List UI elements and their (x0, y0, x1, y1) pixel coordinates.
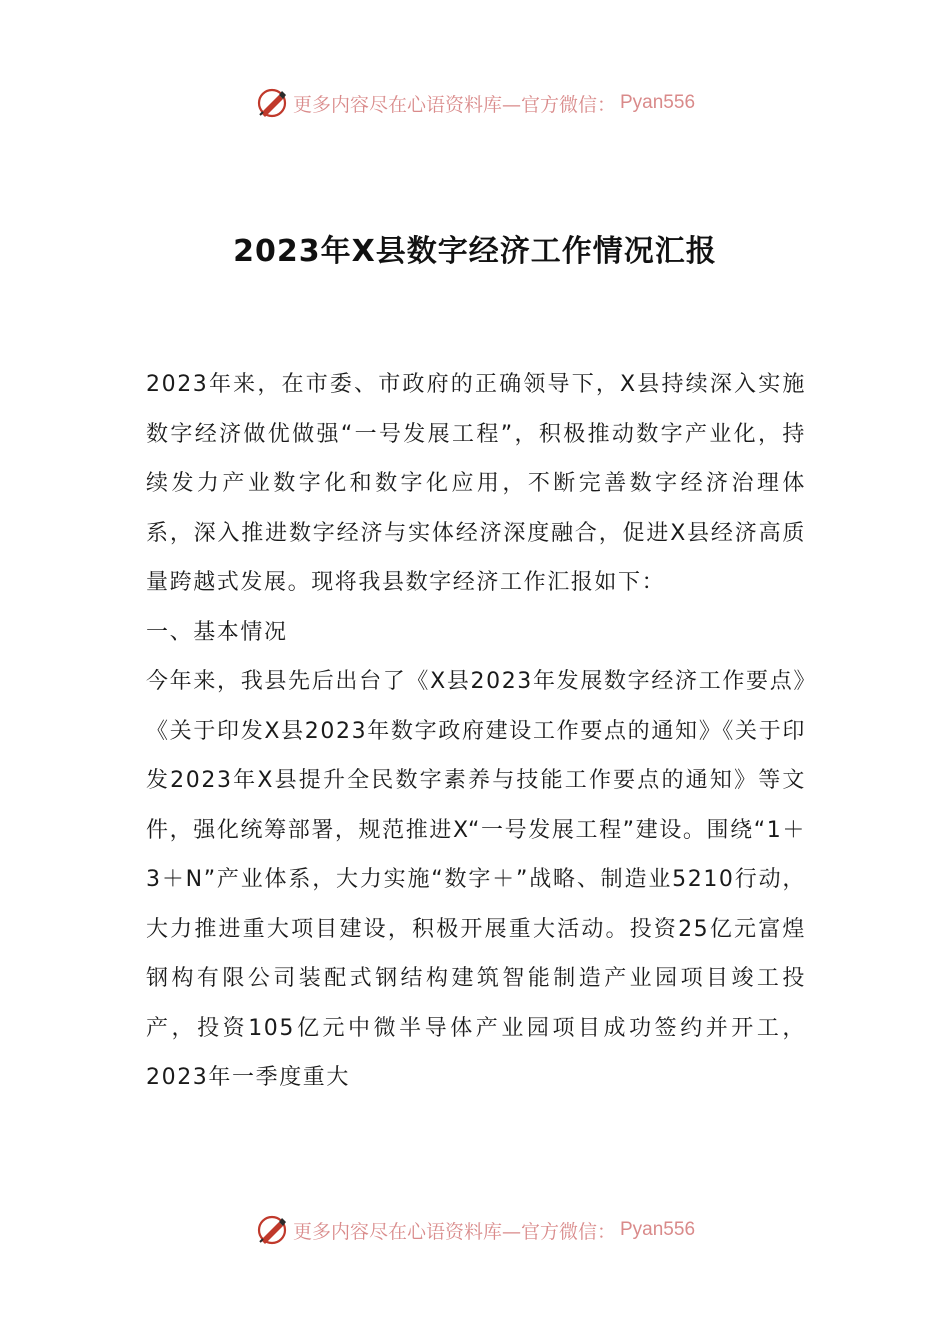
watermark-text: 更多内容尽在心语资料库—官方微信： (292, 1220, 616, 1243)
watermark-wechat-id: Pyan556 (620, 92, 696, 113)
document-body (146, 360, 806, 1103)
watermark-header (0, 86, 950, 120)
watermark-wechat-id: Pyan556 (620, 1219, 696, 1240)
body-paragraph: 今年来，我县先后出台了《X县2023年发展数字经济工作要点》《关于印发X县2023年数字政府建设工作要点的通知》《关于印发2023年X县提升全民数字素养与技能工作要点的通知》等文件，强化统筹部署，规范推进X“一号发展工程”建设。围绕“1＋3＋N”产业体系，大力实施“数字＋”战略、制造业5210行动，大力推进重大项目建设，积极开展重大活动。投资25亿元富煌钢构有限公司装配式钢结构建筑智能制造产业园项目竣工投产，投资105亿元中微半导体产业园项目成功签约并开工，2023年一季度重大 (146, 669, 806, 1090)
document-title: 2023年X县数字经济工作情况汇报 (233, 234, 717, 269)
watermark-text: 更多内容尽在心语资料库—官方微信： (292, 93, 616, 116)
pen-logo-icon (255, 1213, 289, 1247)
section-heading: 一、基本情况 (146, 619, 288, 645)
intro-paragraph: 2023年来，在市委、市政府的正确领导下，X县持续深入实施数字经济做优做强“一号发展工程”，积极推动数字产业化，持续发力产业数字化和数字化应用，不断完善数字经济治理体系，深入推进数字经济与实体经济深度融合，促进X县经济高质量跨越式发展。现将我县数字经济工作汇报如下： (146, 372, 806, 595)
pen-logo-icon (255, 86, 289, 120)
watermark-footer (0, 1213, 950, 1247)
